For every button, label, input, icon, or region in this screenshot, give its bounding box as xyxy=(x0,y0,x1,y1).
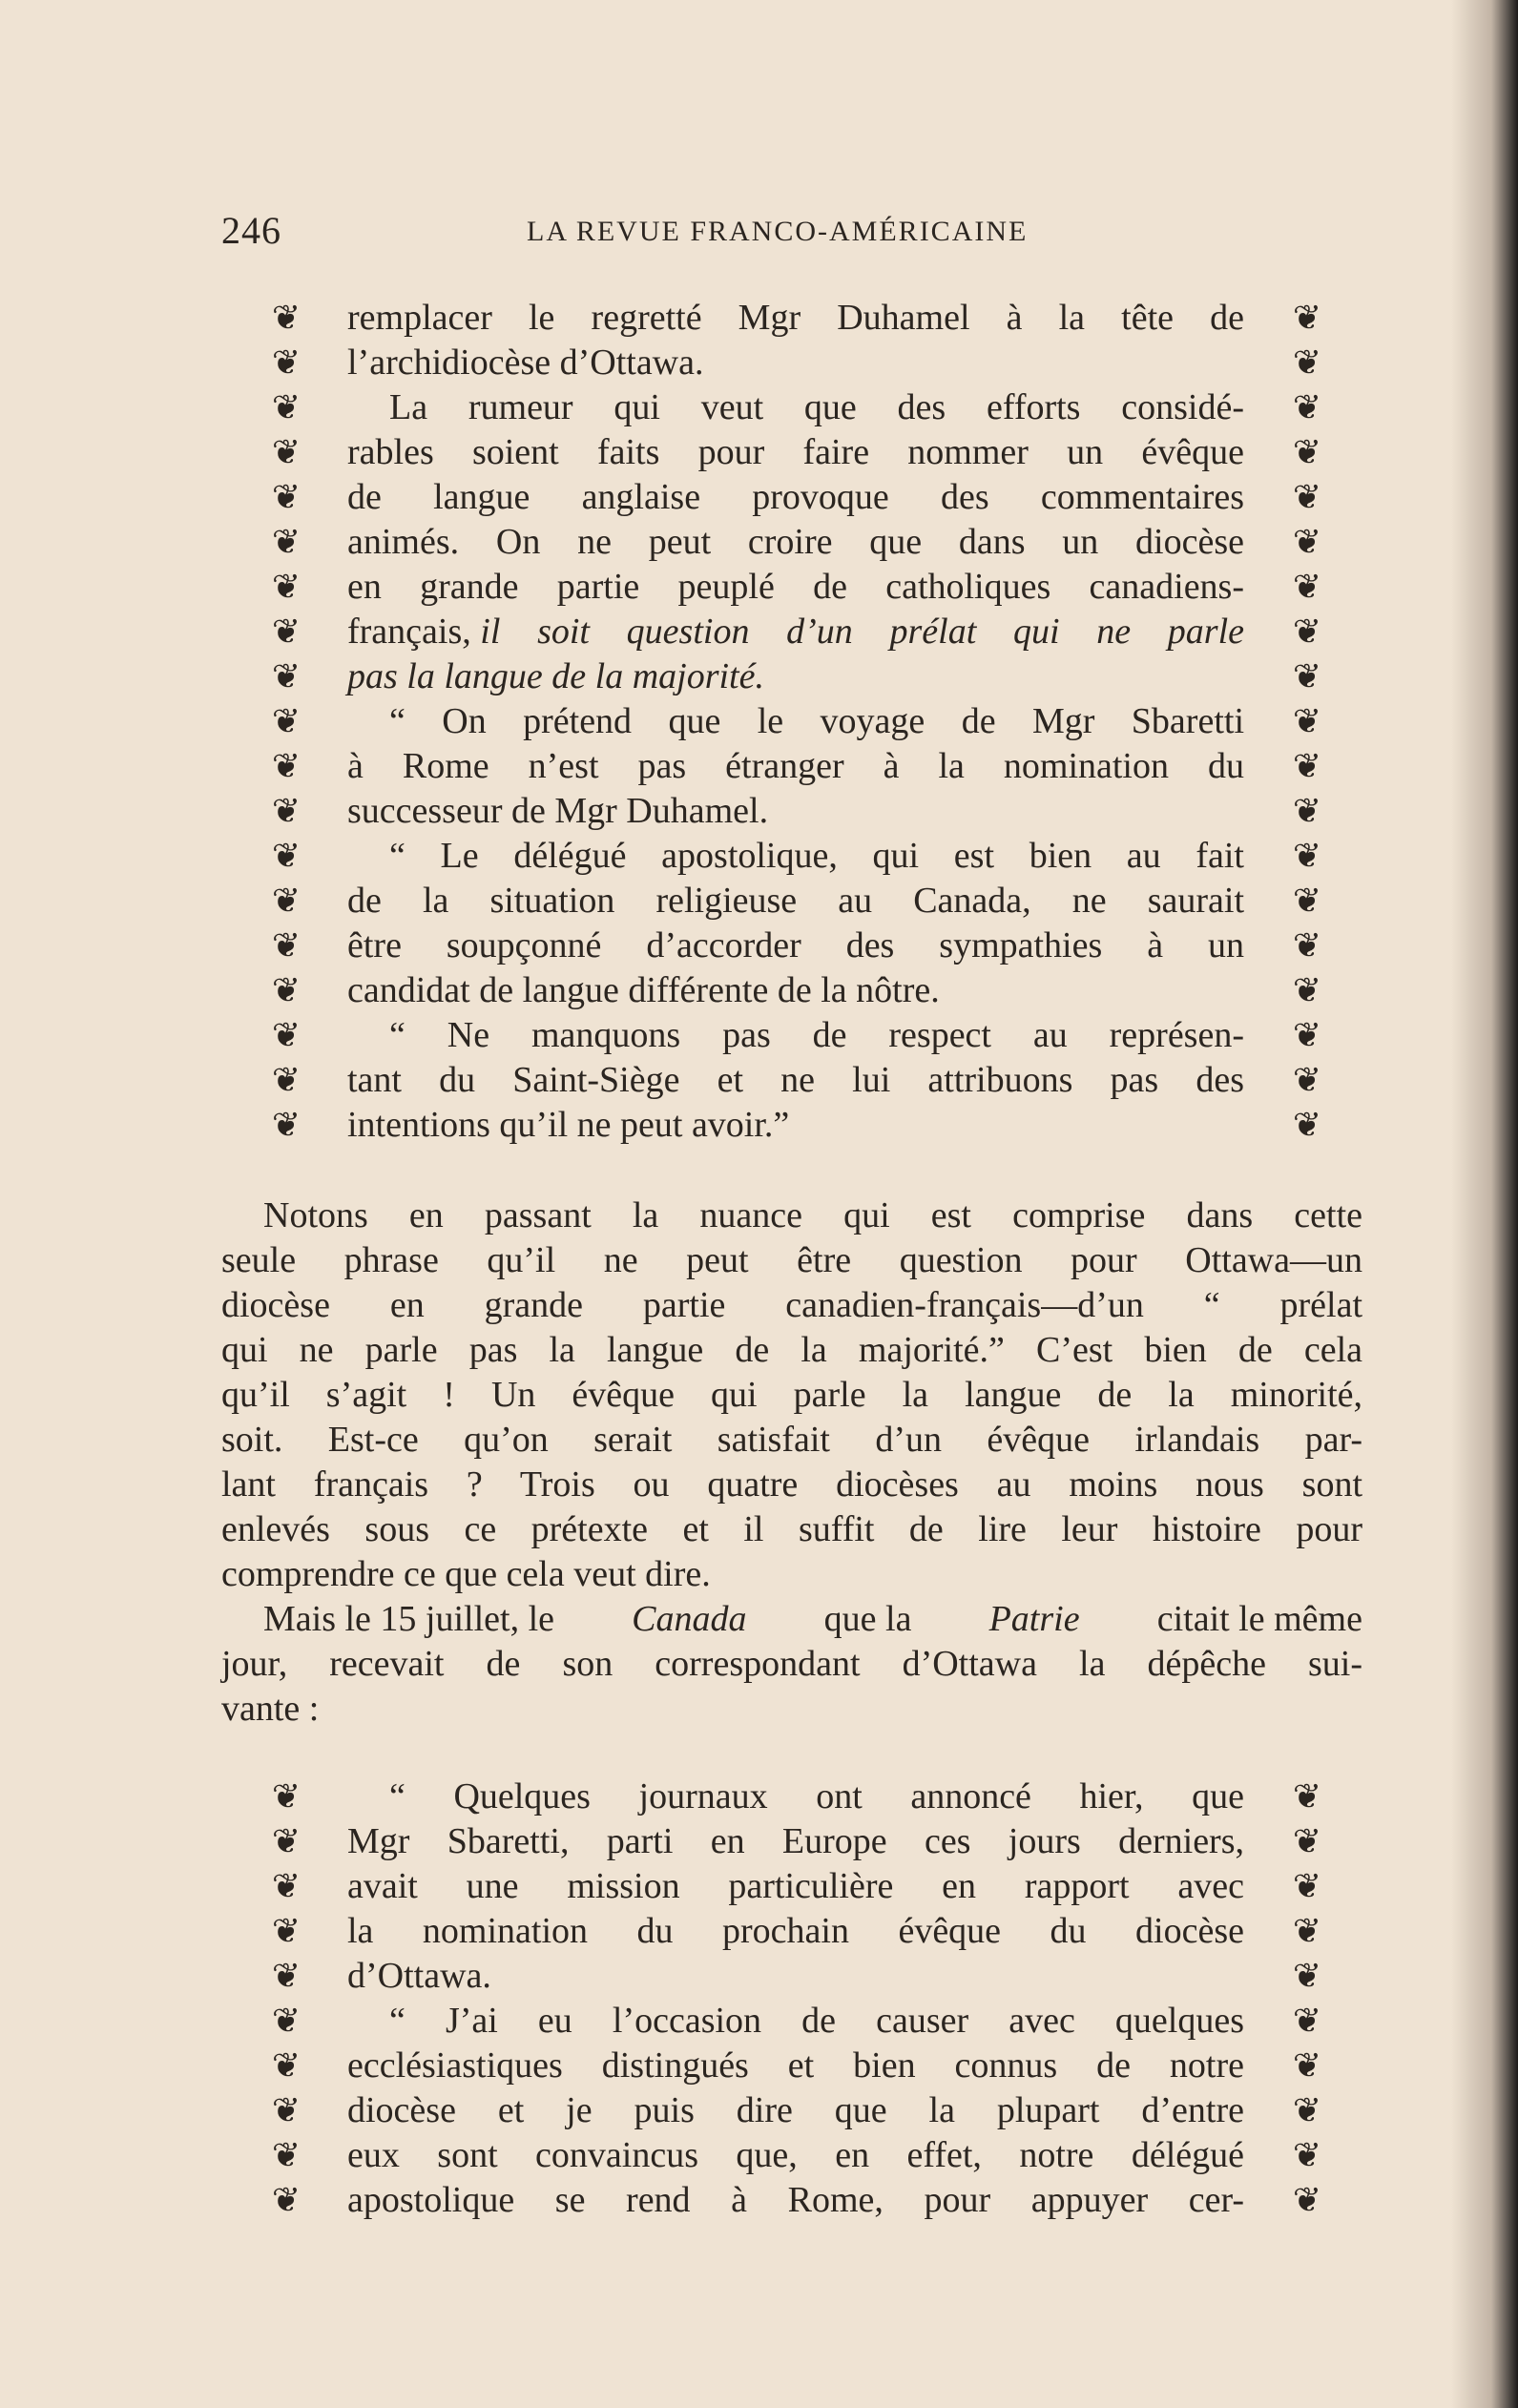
fleuron-ornament-icon: ❦ xyxy=(1292,523,1322,561)
quote-line xyxy=(0,699,1518,743)
fleuron-ornament-icon: ❦ xyxy=(271,792,302,830)
body-line: comprendre ce que cela veut dire. xyxy=(221,1554,711,1594)
fleuron-ornament-icon: ❦ xyxy=(1292,433,1322,471)
body-text: que la xyxy=(815,1599,921,1639)
page-number: 246 xyxy=(221,209,281,252)
fleuron-ornament-icon: ❦ xyxy=(1292,388,1322,426)
fleuron-ornament-icon: ❦ xyxy=(271,747,302,785)
fleuron-ornament-icon: ❦ xyxy=(1292,657,1322,695)
fleuron-ornament-icon: ❦ xyxy=(1292,2046,1322,2085)
quote-line xyxy=(0,2133,1518,2177)
quote-text: rables soient faits pour faire nommer un évêque xyxy=(347,432,1244,472)
fleuron-ornament-icon: ❦ xyxy=(271,2181,302,2219)
fleuron-ornament-icon: ❦ xyxy=(1292,2002,1322,2040)
quote-text: candidat de langue différente de la nôtre. xyxy=(347,970,940,1010)
quote-text: “ Quelques journaux ont annoncé hier, que xyxy=(389,1776,1244,1816)
quote-text: eux sont convaincus que, en effet, notre délégué xyxy=(347,2135,1244,2175)
fleuron-ornament-icon: ❦ xyxy=(1292,1912,1322,1950)
fleuron-ornament-icon: ❦ xyxy=(1292,299,1322,337)
quote-text: à Rome n’est pas étranger à la nomination du xyxy=(347,746,1244,786)
quote-text: remplacer le regretté Mgr Duhamel à la tête de xyxy=(347,298,1244,338)
fleuron-ornament-icon: ❦ xyxy=(1292,971,1322,1009)
body-line: qui ne parle pas la langue de la majorité.” C’est bien de cela xyxy=(221,1330,1362,1370)
body-line: jour, recevait de son correspondant d’Ottawa la dépêche sui- xyxy=(221,1644,1362,1684)
quote-line xyxy=(0,385,1518,429)
fleuron-ornament-icon: ❦ xyxy=(1292,1777,1322,1816)
body-text-italic: Canada xyxy=(632,1599,747,1639)
fleuron-ornament-icon: ❦ xyxy=(271,1867,302,1905)
body-text: Mais le 15 juillet, le xyxy=(263,1599,564,1639)
body-line: soit. Est-ce qu’on serait satisfait d’un évêque irlandais par- xyxy=(221,1420,1362,1460)
body-line: Notons en passant la nuance qui est comprise dans cette xyxy=(263,1195,1362,1235)
fleuron-ornament-icon: ❦ xyxy=(271,2046,302,2085)
fleuron-ornament-icon: ❦ xyxy=(271,2136,302,2174)
quote-line xyxy=(0,2044,1518,2087)
fleuron-ornament-icon: ❦ xyxy=(1292,747,1322,785)
body-line: diocèse en grande partie canadien-français—d’un “ prélat xyxy=(221,1285,1362,1325)
fleuron-ornament-icon: ❦ xyxy=(271,343,302,382)
quote-text: avait une mission particulière en rapport avec xyxy=(347,1866,1244,1906)
fleuron-ornament-icon: ❦ xyxy=(1292,2136,1322,2174)
fleuron-ornament-icon: ❦ xyxy=(271,1777,302,1816)
quote-text: l’archidiocèse d’Ottawa. xyxy=(347,343,704,383)
body-line: lant français ? Trois ou quatre diocèses au moins nous sont xyxy=(221,1464,1362,1505)
quote-text: successeur de Mgr Duhamel. xyxy=(347,791,769,831)
quote-text: en grande partie peuplé de catholiques canadiens- xyxy=(347,567,1244,607)
quote-text: de langue anglaise provoque des commentaires xyxy=(347,477,1244,517)
fleuron-ornament-icon: ❦ xyxy=(271,1106,302,1144)
fleuron-ornament-icon: ❦ xyxy=(1292,882,1322,920)
quote-text: la nomination du prochain évêque du diocèse xyxy=(347,1911,1244,1951)
body-text: citait le même xyxy=(1148,1599,1362,1639)
quote-text-roman: français, xyxy=(347,612,481,652)
fleuron-ornament-icon: ❦ xyxy=(271,837,302,875)
fleuron-ornament-icon: ❦ xyxy=(1292,1867,1322,1905)
fleuron-ornament-icon: ❦ xyxy=(271,1912,302,1950)
fleuron-ornament-icon: ❦ xyxy=(1292,1061,1322,1099)
quote-text: d’Ottawa. xyxy=(347,1956,491,1996)
fleuron-ornament-icon: ❦ xyxy=(1292,2091,1322,2129)
quote-line xyxy=(0,744,1518,788)
fleuron-ornament-icon: ❦ xyxy=(1292,2181,1322,2219)
quote-text: intentions qu’il ne peut avoir.” xyxy=(347,1105,790,1145)
quote-line xyxy=(0,1013,1518,1057)
quote-text: apostolique se rend à Rome, pour appuyer cer- xyxy=(347,2180,1244,2220)
quote-line xyxy=(0,1819,1518,1863)
fleuron-ornament-icon: ❦ xyxy=(1292,837,1322,875)
quote-text: “ Ne manquons pas de respect au représen- xyxy=(389,1015,1244,1055)
quote-line xyxy=(0,296,1518,340)
quote-line xyxy=(0,654,1518,698)
quote-line xyxy=(0,1775,1518,1818)
quote-text: “ Le délégué apostolique, qui est bien au fait xyxy=(389,836,1244,876)
fleuron-ornament-icon: ❦ xyxy=(271,523,302,561)
quote-line xyxy=(0,1058,1518,1102)
quote-line xyxy=(0,968,1518,1012)
quote-line xyxy=(0,475,1518,519)
quote-line xyxy=(0,1909,1518,1953)
quote-line xyxy=(0,520,1518,564)
running-title: LA REVUE FRANCO-AMÉRICAINE xyxy=(527,216,1029,247)
quote-line xyxy=(0,924,1518,967)
quote-line xyxy=(0,1864,1518,1908)
fleuron-ornament-icon: ❦ xyxy=(1292,926,1322,965)
body-line xyxy=(221,1596,1362,1642)
fleuron-ornament-icon: ❦ xyxy=(271,1061,302,1099)
fleuron-ornament-icon: ❦ xyxy=(271,568,302,606)
quote-text: ecclésiastiques distingués et bien connus de notre xyxy=(347,2045,1244,2086)
fleuron-ornament-icon: ❦ xyxy=(1292,702,1322,740)
quote-line xyxy=(0,1954,1518,1998)
quote-text: tant du Saint-Siège et ne lui attribuons pas des xyxy=(347,1060,1244,1100)
fleuron-ornament-icon: ❦ xyxy=(1292,1016,1322,1054)
fleuron-ornament-icon: ❦ xyxy=(1292,792,1322,830)
body-line: qu’il s’agit ! Un évêque qui parle la langue de la minorité, xyxy=(221,1375,1362,1415)
quote-text: animés. On ne peut croire que dans un diocèse xyxy=(347,522,1244,562)
fleuron-ornament-icon: ❦ xyxy=(271,478,302,516)
quote-line xyxy=(0,430,1518,474)
fleuron-ornament-icon: ❦ xyxy=(1292,1106,1322,1144)
fleuron-ornament-icon: ❦ xyxy=(271,433,302,471)
fleuron-ornament-icon: ❦ xyxy=(271,612,302,651)
fleuron-ornament-icon: ❦ xyxy=(271,1822,302,1860)
body-text-italic: Patrie xyxy=(988,1599,1080,1639)
fleuron-ornament-icon: ❦ xyxy=(271,2002,302,2040)
quote-line xyxy=(0,341,1518,384)
quote-text: “ On prétend que le voyage de Mgr Sbaretti xyxy=(389,701,1244,741)
quote-text: de la situation religieuse au Canada, ne saurait xyxy=(347,881,1244,921)
fleuron-ornament-icon: ❦ xyxy=(271,299,302,337)
quote-text: diocèse et je puis dire que la plupart d’entre xyxy=(347,2090,1244,2130)
fleuron-ornament-icon: ❦ xyxy=(1292,1822,1322,1860)
quote-text: La rumeur qui veut que des efforts considé- xyxy=(389,387,1244,427)
quote-line xyxy=(0,610,1518,654)
quote-line xyxy=(0,565,1518,609)
body-line: vante : xyxy=(221,1689,320,1729)
fleuron-ornament-icon: ❦ xyxy=(271,1016,302,1054)
quote-line xyxy=(0,2178,1518,2222)
quote-text: Mgr Sbaretti, parti en Europe ces jours derniers, xyxy=(347,1821,1244,1861)
fleuron-ornament-icon: ❦ xyxy=(271,657,302,695)
fleuron-ornament-icon: ❦ xyxy=(1292,568,1322,606)
fleuron-ornament-icon: ❦ xyxy=(271,702,302,740)
quote-text-italic: pas la langue de la majorité. xyxy=(347,656,764,696)
fleuron-ornament-icon: ❦ xyxy=(271,882,302,920)
quote-line xyxy=(0,1103,1518,1147)
quote-line xyxy=(0,789,1518,833)
fleuron-ornament-icon: ❦ xyxy=(1292,612,1322,651)
fleuron-ornament-icon: ❦ xyxy=(1292,1957,1322,1995)
quote-text xyxy=(347,610,1244,654)
quote-line xyxy=(0,834,1518,878)
quote-text: être soupçonné d’accorder des sympathies à un xyxy=(347,925,1244,965)
quote-line xyxy=(0,2088,1518,2132)
quote-line xyxy=(0,879,1518,923)
fleuron-ornament-icon: ❦ xyxy=(271,1957,302,1995)
fleuron-ornament-icon: ❦ xyxy=(271,971,302,1009)
body-line: seule phrase qu’il ne peut être question pour Ottawa—un xyxy=(221,1240,1362,1280)
fleuron-ornament-icon: ❦ xyxy=(271,388,302,426)
quote-text: “ J’ai eu l’occasion de causer avec quelques xyxy=(389,2001,1244,2041)
body-line: enlevés sous ce prétexte et il suffit de lire leur histoire pour xyxy=(221,1509,1362,1549)
page-header xyxy=(221,208,1366,256)
fleuron-ornament-icon: ❦ xyxy=(1292,343,1322,382)
fleuron-ornament-icon: ❦ xyxy=(271,926,302,965)
fleuron-ornament-icon: ❦ xyxy=(1292,478,1322,516)
fleuron-ornament-icon: ❦ xyxy=(271,2091,302,2129)
quote-text-italic: il soit question d’un prélat qui ne parle xyxy=(480,612,1244,652)
quote-line xyxy=(0,1999,1518,2043)
